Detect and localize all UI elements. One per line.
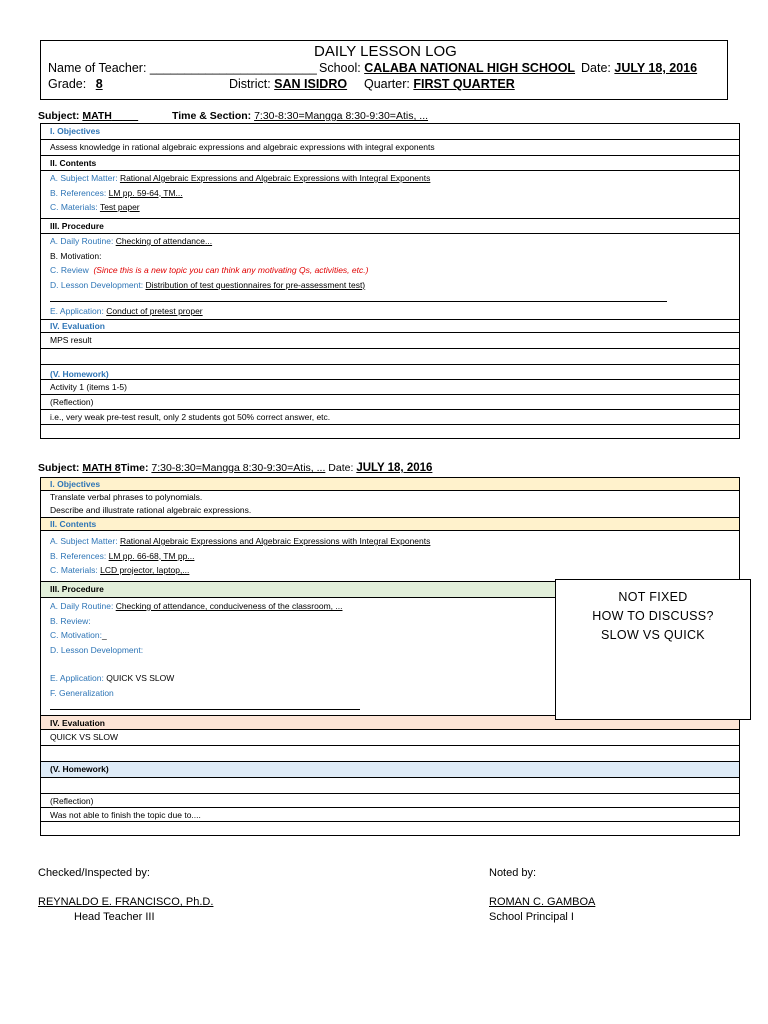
log1-application-label: E. Application: [50, 306, 104, 316]
log1-time-line [172, 110, 428, 122]
checked-name: REYNALDO E. FRANCISCO, Ph.D. [38, 896, 214, 908]
log2-reflection-text-row [41, 808, 739, 822]
log2-objective-1: Translate verbal phrases to polynomials. [50, 492, 203, 502]
log1-review-note: (Since this is a new topic you can think any motivating Qs, activities, etc.) [93, 265, 369, 275]
log2-subject-line [38, 462, 432, 474]
grade-field [48, 77, 103, 91]
log1-evaluation-text: MPS result [50, 334, 92, 345]
log2-homework-head: (V. Homework) [50, 764, 109, 774]
log2-contents-row [41, 518, 739, 531]
note-line-2: HOW TO DISCUSS? [592, 609, 714, 623]
log1-procedure-body [41, 234, 739, 320]
log1-contents-body [41, 171, 739, 219]
log1-reflection-text: i.e., very weak pre-test result, only 2 students got 50% correct answer, etc. [50, 411, 331, 422]
log1-procedure-head: III. Procedure [50, 220, 104, 231]
log1-subject-matter-value: Rational Algebraic Expressions and Algebraic Expressions with Integral Exponents [119, 173, 431, 183]
log2-generalization-label: F. Generalization [50, 687, 114, 698]
log1-review-label: C. Review [50, 265, 89, 275]
log1-homework-text-row [41, 380, 739, 395]
log2-contents-head: II. Contents [50, 519, 97, 529]
log1-routine-label: A. Daily Routine: [50, 236, 114, 246]
log1-time-label: Time & Section: [172, 110, 252, 122]
log1-table [40, 123, 740, 439]
log2-homework-blank-row [41, 778, 739, 794]
log2-contents-body [41, 531, 739, 582]
log2-review-label: B. Review: [50, 615, 91, 626]
log2-objectives-head: I. Objectives [50, 479, 101, 489]
log2-date-value: JULY 18, 2016 [356, 462, 433, 474]
log1-objectives-row [41, 124, 739, 140]
log2-procedure-head: III. Procedure [50, 584, 104, 594]
log2-subject-matter-label: A. Subject Matter: [50, 536, 118, 546]
log1-evaluation-text-row [41, 333, 739, 349]
teacher-label [48, 61, 317, 75]
log2-evaluation-text: QUICK VS SLOW [50, 732, 119, 742]
log2-date-label: Date: [328, 462, 354, 474]
log2-reflection-label: (Reflection) [50, 796, 94, 806]
log1-homework-head: (V. Homework) [50, 368, 109, 379]
log2-reflection-row [41, 794, 739, 808]
log1-procedure-row [41, 219, 739, 235]
log1-evaluation-head: IV. Evaluation [50, 320, 105, 331]
log1-contents-head: II. Contents [50, 157, 97, 168]
log1-reflection-row [41, 395, 739, 410]
log1-blank-rule [50, 301, 667, 302]
log1-objectives-text: Assess knowledge in rational algebraic expressions and algebraic expressions with integral exponents [50, 141, 435, 152]
log1-references-value: LM pp. 59-64, TM... [108, 187, 183, 198]
log2-routine-label: A. Daily Routine: [50, 601, 114, 611]
log1-motivation-label: B. Motivation: [50, 250, 102, 261]
log2-application-label: E. Application: [50, 673, 104, 683]
log1-references-label: B. References: [50, 187, 107, 198]
teacher-blank: ________________________ [149, 61, 317, 75]
log2-motivation-value: _ [101, 630, 107, 640]
log1-reflection-blank-row [41, 425, 739, 439]
log2-application-value: QUICK VS SLOW [106, 673, 175, 683]
log1-objectives-head: I. Objectives [50, 126, 101, 136]
log2-objective-2: Describe and illustrate rational algebraic expressions. [50, 505, 252, 515]
school-value: CALABA NATIONAL HIGH SCHOOL [364, 61, 576, 75]
log1-routine-value: Checking of attendance... [115, 236, 213, 246]
district-field [229, 77, 347, 91]
log1-contents-row [41, 156, 739, 172]
log2-subject-label: Subject: [38, 462, 80, 474]
log1-reflection-text-row [41, 410, 739, 425]
log1-materials-value: Test paper [99, 202, 140, 212]
log2-time-label: Time: [120, 462, 149, 474]
log2-materials-value: LCD projector, laptop,... [100, 565, 190, 575]
log1-evaluation-row [41, 320, 739, 333]
log2-subject-matter-value: Rational Algebraic Expressions and Algebraic Expressions with Integral Exponents [119, 536, 431, 546]
school-label: School: [319, 61, 361, 75]
note-line-1: NOT FIXED [618, 590, 688, 604]
log1-reflection-label: (Reflection) [50, 396, 94, 407]
log1-subject-matter-label: A. Subject Matter: [50, 173, 118, 183]
quarter-label: Quarter: [364, 77, 410, 91]
quarter-value: FIRST QUARTER [413, 77, 515, 91]
log1-homework-text: Activity 1 (items 1-5) [50, 381, 127, 392]
school-field [319, 61, 575, 75]
log2-reflection-blank-row [41, 822, 739, 836]
note-box [555, 579, 751, 720]
log2-objectives-row [41, 478, 739, 491]
page-title: DAILY LESSON LOG [314, 43, 457, 60]
log1-subject-label: Subject: [38, 110, 80, 122]
teacher-label-text: Name of Teacher: [48, 61, 147, 75]
checked-label: Checked/Inspected by: [38, 867, 150, 879]
log2-reflection-text: Was not able to finish the topic due to.... [50, 810, 201, 820]
log1-subject-line [38, 110, 138, 122]
log2-subject-value: MATH 8 [82, 462, 121, 474]
grade-value: 8 [95, 77, 103, 91]
grade-label: Grade: [48, 77, 87, 91]
date-value: JULY 18, 2016 [614, 61, 698, 75]
log1-application-value: Conduct of pretest proper [106, 306, 203, 316]
date-field [581, 61, 697, 75]
noted-label: Noted by: [489, 867, 537, 879]
log1-development-value: Distribution of test questionnaires for pre-assessment test) [145, 279, 366, 290]
log1-materials-label: C. Materials: [50, 202, 98, 212]
district-label: District: [229, 77, 271, 91]
log2-development-label: D. Lesson Development: [50, 644, 144, 655]
district-value: SAN ISIDRO [274, 77, 348, 91]
log1-objectives-text-row [41, 140, 739, 156]
log2-materials-label: C. Materials: [50, 565, 98, 575]
noted-title: School Principal I [489, 911, 574, 923]
log2-evaluation-blank-row [41, 746, 739, 762]
log2-time-value: 7:30-8:30=Mangga 8:30-9:30=Atis, ... [151, 462, 326, 474]
log2-references-value: LM pp. 66-68, TM pp... [108, 550, 195, 561]
log1-development-label: D. Lesson Development: [50, 279, 144, 290]
log2-evaluation-head: IV. Evaluation [50, 718, 105, 728]
log1-homework-row [41, 365, 739, 380]
note-line-3: SLOW VS QUICK [601, 628, 705, 642]
log2-motivation-label: C. Motivation: [50, 630, 102, 640]
log2-homework-row [41, 762, 739, 778]
log2-blank-rule [50, 709, 360, 710]
log2-references-label: B. References: [50, 550, 107, 561]
noted-name: ROMAN C. GAMBOA [489, 896, 596, 908]
log2-routine-value: Checking of attendance, conduciveness of the classroom, ... [115, 601, 343, 611]
log2-objectives-body [41, 491, 739, 518]
date-label: Date: [581, 61, 611, 75]
checked-title: Head Teacher III [74, 911, 155, 923]
log1-time-value: 7:30-8:30=Mangga 8:30-9:30=Atis, ... [254, 110, 429, 122]
quarter-field [364, 77, 515, 91]
log1-subject-value: MATH [82, 110, 112, 122]
log2-evaluation-text-row [41, 730, 739, 746]
log1-evaluation-blank-row [41, 349, 739, 365]
